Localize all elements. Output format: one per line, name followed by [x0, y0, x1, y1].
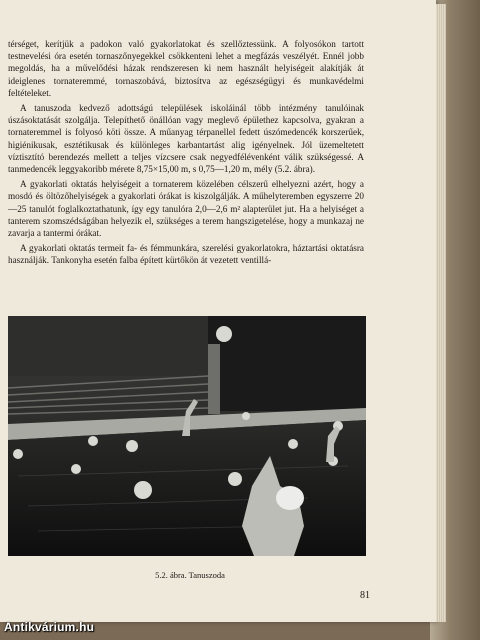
pool-photo — [8, 316, 366, 556]
figure-caption-text: 5.2. ábra. Tanuszoda — [155, 570, 225, 580]
watermark-logo: Antikvárium.hu — [4, 620, 95, 634]
paragraph-2: A tanuszoda kedvező adottságú települések iskoláinál több intézmény tanulóinak úszásoktatását szolgálja. Telepíthető önállóan vagy meglevő épülethez kapcsolva, gyakran a tornateremmel is folyosó köti össze. A műanyag térpanellel fedett úszómedencék korszerűek, higiénikusak, esztétikusak és különleges karbantartást alig igényelnek. Jól üzemeltetett víztisztító berendezés mellett a teljes vízcsere csak negyedfélévenként válik szükségessé. A tanmedencék leggyakoribb mérete 8,75×15,00 m, s 0,75—1,20 m, mély (5.2. ábra). — [8, 103, 364, 175]
page-number: 81 — [360, 590, 370, 601]
paragraph-4: A gyakorlati oktatás termeit fa- és fémmunkára, szerelési gyakorlatokra, háztartási oktatásra használják. Tankonyha esetén falba épített kürtőkön át vezetett ventillá- — [8, 243, 364, 266]
page-stack-edge — [436, 4, 446, 622]
body-text — [8, 38, 364, 270]
paragraph-3: A gyakorlati oktatás helyiségeit a tornaterem közelében célszerű elhelyezni azért, hogy a mosdó és öltözőhelyiségek a gyakorlati órákat is kiszolgálják. A műhelyteremben egyszerre 20—25 tanulót foglalkoztathatunk, így egy tanulóra 2,0—2,6 m² alapterület jut. Ha a helyiséget a tanterem szomszédságában helyezik el, szükséges a terem hangszigetelése, hogy a munkazaj ne zavarja a tantermi órákat. — [8, 179, 364, 239]
paragraph-1: térséget, kerítjük a padokon való gyakorlatokat és szellőztessünk. A folyosókon tartott testnevelési óra esetén tornaszőnyegekkel csökkenteni lehet a megfázás veszélyét. Ennél jobb megoldás, ha a művelődési házak rendszeresen ki nem használt helyiségeit alakítják át ideiglenes tornateremmé, tornaszobává, biztosítva az egészségügyi és munkavédelmi feltételeket. — [8, 39, 364, 98]
pool-photo-illustration — [8, 316, 366, 556]
figure-caption — [0, 570, 380, 580]
